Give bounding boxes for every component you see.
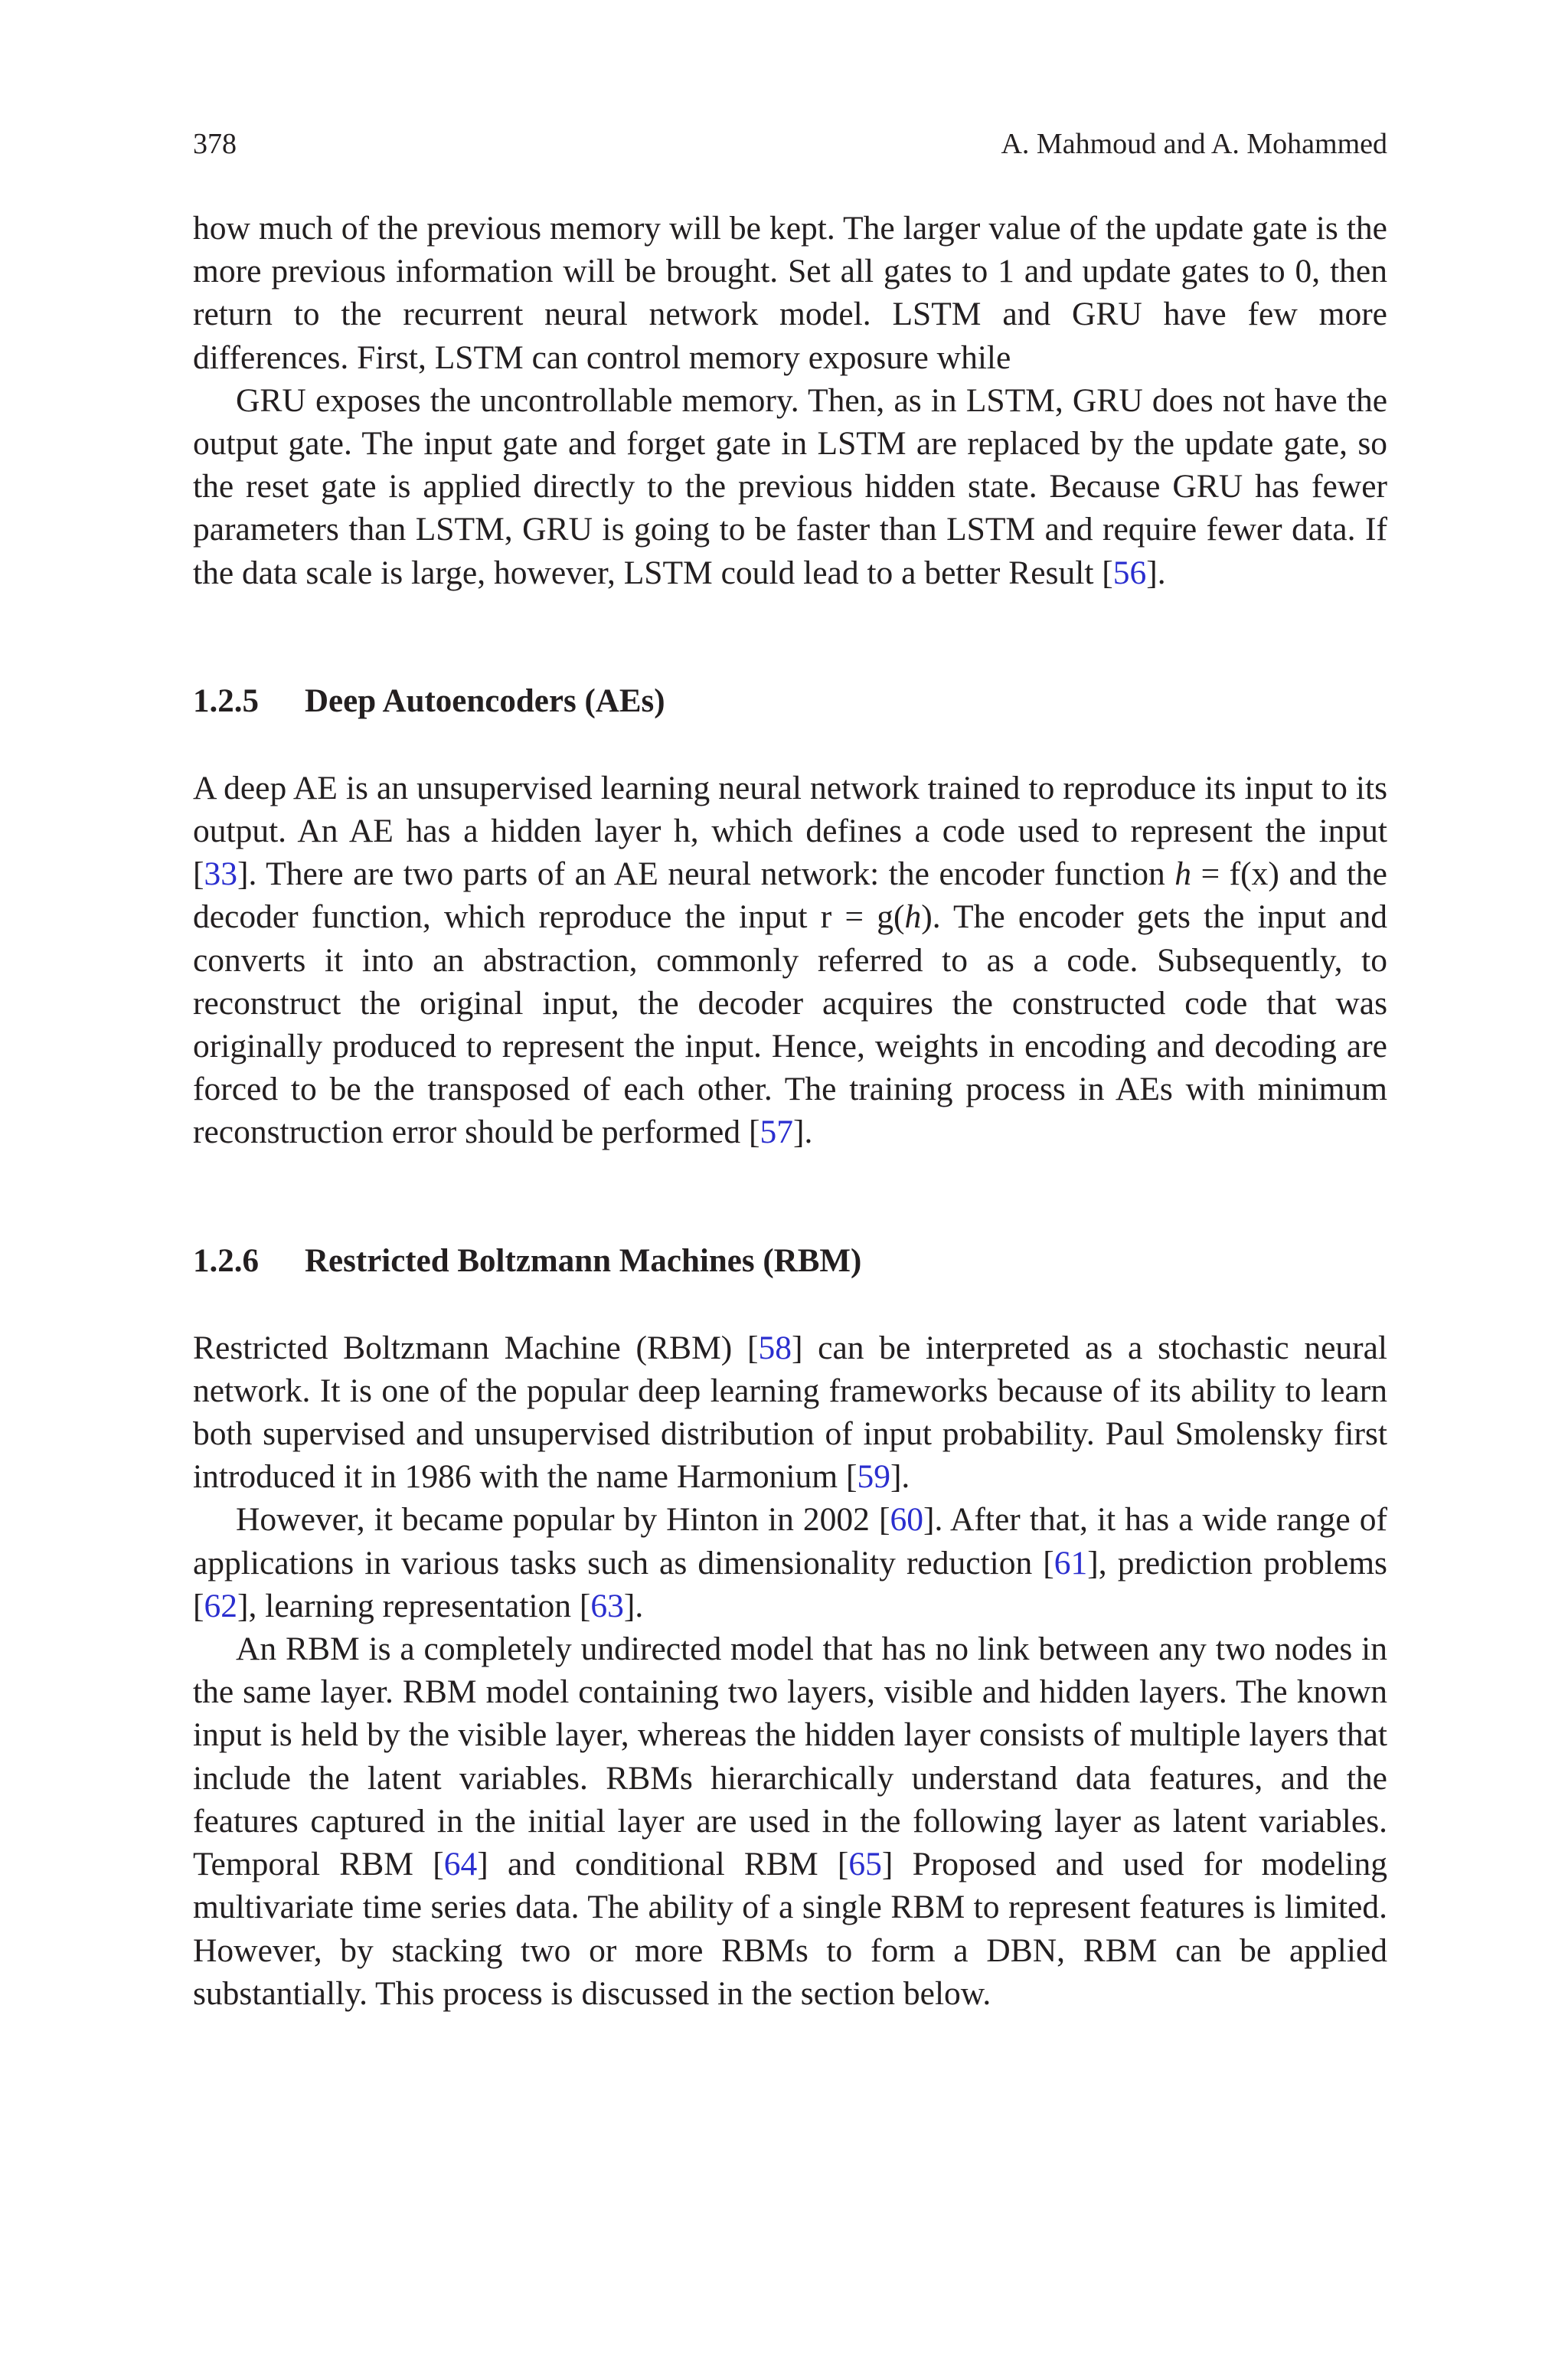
paragraph-rbm-history: However, it became popular by Hinton in 2002 [60]. After that, it has a wide range of applications in various tasks such as dimensionality reduction [61], prediction problems [62], learning representation [63]. [193, 1501, 1387, 1624]
citation-link[interactable]: 56 [1112, 554, 1147, 591]
paragraph-continuation: how much of the previous memory will be kept. The larger value of the update gate is the more previous information will be brought. Set all gates to 1 and update gates to 0, then return to the recurrent neural network model. LSTM and GRU have few more differences. First, LSTM can control memory exposure while [193, 210, 1387, 376]
paragraph-rbm-intro: Restricted Boltzmann Machine (RBM) [58] can be interpreted as a stochastic neural network. It is one of the popular deep learning frameworks because of its ability to learn both supervised and unsupervised distribution of input probability. Paul Smolensky first introduced it in 1986 with the name Harmonium [59]. [193, 1329, 1388, 1496]
citation-link[interactable]: 60 [890, 1501, 923, 1539]
citation-link[interactable]: 64 [443, 1846, 478, 1883]
citation-link[interactable]: 57 [760, 1114, 793, 1151]
section-heading-autoencoders [193, 680, 1387, 723]
citation-link[interactable]: 63 [590, 1587, 624, 1624]
citation-link[interactable]: 65 [848, 1846, 882, 1883]
running-header [193, 123, 1387, 165]
citation-link[interactable]: 62 [204, 1587, 237, 1624]
paragraph-rbm-model: An RBM is a completely undirected model that has no link between any two nodes in the same layer. RBM model containing two layers, visible and hidden layers. The known input is held by the visible layer, whereas the hidden layer consists of multiple layers that include the latent variables. RBMs hierarchically understand data features, and the features captured in the initial layer are used in the following layer as latent variables. Temporal RBM [64] and conditional RBM [65] Proposed and used for modeling multivariate time series data. The ability of a single RBM to represent features is limited. However, by stacking two or more RBMs to form a DBN, RBM can be applied substantially. This process is discussed in the section below. [193, 1631, 1387, 2012]
page-body [193, 207, 1387, 2015]
page-number: 378 [193, 128, 237, 160]
citation-link[interactable]: 61 [1054, 1544, 1088, 1582]
citation-link[interactable]: 59 [857, 1458, 890, 1496]
section-number: 1.2.5 [193, 682, 259, 719]
citation-link[interactable]: 58 [758, 1329, 792, 1366]
paragraph-autoencoders: A deep AE is an unsupervised learning neural network trained to reproduce its input to its output. An AE has a hidden layer h, which defines a code used to represent the input [33]. There are two parts of an AE neural network: the encoder function h = f(x) and the decoder function, which reproduce the input r = g(h). The encoder gets the input and converts it into an abstraction, commonly referred to as a code. Subsequently, to reconstruct the original input, the decoder acquires the constructed code that was originally produced to represent the input. Hence, weights in encoding and decoding are forced to be the transposed of each other. The training process in AEs with minimum reconstruction error should be performed [57]. [193, 769, 1387, 1151]
section-title: Restricted Boltzmann Machines (RBM) [305, 1242, 862, 1279]
paragraph-gru: GRU exposes the uncontrollable memory. Then, as in LSTM, GRU does not have the output gate. The input gate and forget gate in LSTM are replaced by the update gate, so the reset gate is applied directly to the previous hidden state. Because GRU has fewer parameters than LSTM, GRU is going to be faster than LSTM and require fewer data. If the data scale is large, however, LSTM could lead to a better Result [56]. [193, 381, 1387, 591]
running-authors: A. Mahmoud and A. Mohammed [1001, 128, 1387, 160]
section-title: Deep Autoencoders (AEs) [305, 682, 665, 719]
section-heading-rbm [193, 1240, 1387, 1283]
citation-link[interactable]: 33 [204, 855, 237, 893]
section-number: 1.2.6 [193, 1242, 259, 1279]
